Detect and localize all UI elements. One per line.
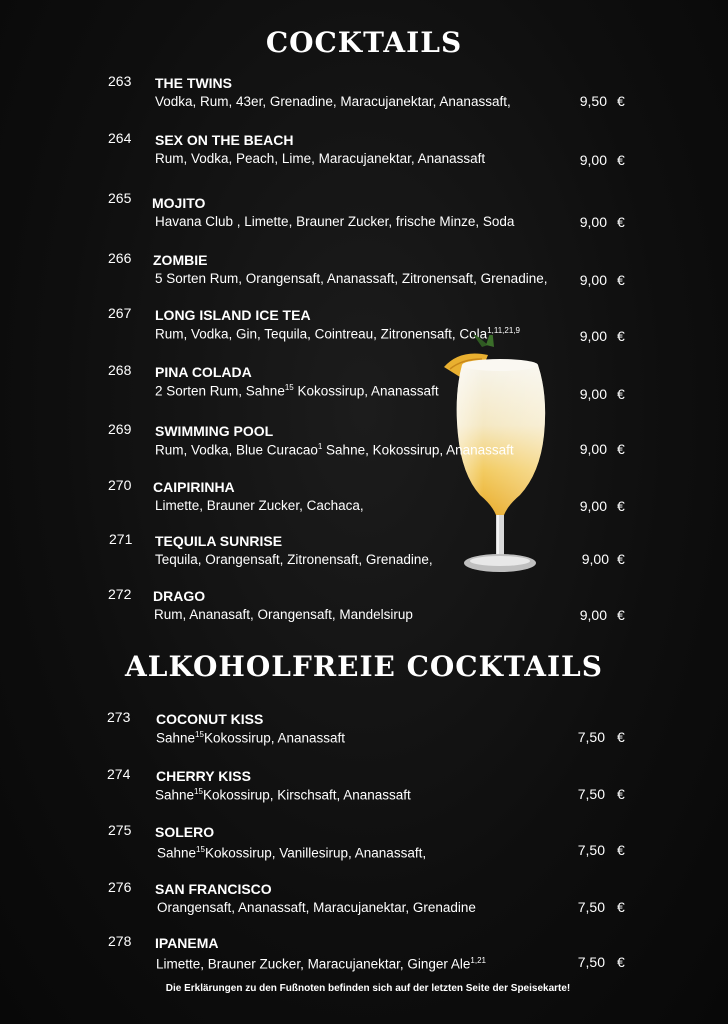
description-text: Kokossirup, Vanillesirup, Ananassaft, (204, 845, 427, 861)
item-currency: € (617, 498, 625, 514)
description-text: Kokossirup, Kirschsaft, Ananassaft (202, 787, 411, 803)
item-name: CAIPIRINHA (153, 479, 235, 495)
footnote-marker: 1 (317, 442, 323, 451)
item-currency: € (617, 842, 625, 858)
item-price: 9,00 (579, 328, 607, 344)
item-description (155, 787, 411, 803)
item-currency: € (617, 152, 625, 168)
footnote-marker: 1,21 (470, 956, 486, 965)
description-text: Rum, Vodka, Gin, Tequila, Cointreau, Zitronensaft, Cola (155, 326, 488, 342)
item-description: Limette, Brauner Zucker, Cachaca, (155, 498, 364, 513)
item-price: 9,00 (579, 441, 607, 457)
item-currency: € (617, 386, 625, 402)
item-name: IPANEMA (155, 935, 219, 951)
menu-item-278 (0, 933, 728, 981)
item-currency: € (617, 551, 625, 567)
item-currency: € (617, 607, 625, 623)
footnote-marker: 15 (195, 730, 204, 739)
footnote-marker: 15 (284, 383, 294, 392)
item-name: MOJITO (152, 195, 206, 211)
item-name: SEX ON THE BEACH (155, 132, 294, 148)
item-currency: € (617, 93, 625, 109)
item-price: 9,00 (579, 498, 607, 514)
item-name: CHERRY KISS (156, 768, 251, 784)
menu-item-276 (0, 879, 728, 927)
item-description (155, 383, 439, 399)
item-number: 264 (108, 130, 132, 146)
description-text: Sahne (155, 787, 195, 803)
item-number: 265 (108, 190, 132, 206)
menu-item-273 (0, 709, 728, 757)
menu-item-271 (0, 531, 728, 579)
description-text: Rum, Vodka, Blue Curacao (155, 442, 318, 458)
item-price: 7,50 (577, 729, 605, 745)
item-description (156, 956, 486, 972)
menu-item-275 (0, 822, 728, 870)
item-price: 9,00 (579, 214, 607, 230)
footnote-marker: 1,11,21,9 (487, 326, 520, 335)
item-name: TEQUILA SUNRISE (155, 533, 283, 549)
item-description: Orangensaft, Ananassaft, Maracujanektar, Grenadine (157, 900, 476, 915)
item-name: SOLERO (155, 824, 215, 840)
item-currency: € (617, 786, 625, 802)
item-currency: € (617, 954, 625, 970)
footnote-marker: 15 (196, 845, 205, 854)
item-number: 272 (108, 586, 132, 602)
item-name: ZOMBIE (153, 252, 208, 268)
menu-item-268 (0, 362, 728, 410)
alcohol-free-heading: ALKOHOLFREIE COCKTAILS (125, 650, 603, 683)
item-description: Vodka, Rum, 43er, Grenadine, Maracujanektar, Ananassaft, (155, 94, 511, 109)
description-text: Sahne, Kokossirup, Ananassaft (322, 442, 514, 458)
item-description: Havana Club , Limette, Brauner Zucker, frische Minze, Soda (155, 214, 515, 229)
item-number: 276 (108, 879, 132, 895)
item-number: 268 (108, 362, 132, 378)
item-currency: € (617, 729, 625, 745)
item-price: 9,00 (579, 386, 607, 402)
menu-item-267 (0, 305, 728, 353)
menu-item-266 (0, 250, 728, 298)
item-name: SWIMMING POOL (155, 423, 274, 439)
item-price: 9,00 (579, 272, 607, 288)
item-description: 5 Sorten Rum, Orangensaft, Ananassaft, Zitronensaft, Grenadine, (155, 271, 548, 286)
item-price: 7,50 (577, 899, 605, 915)
item-name: THE TWINS (155, 75, 232, 91)
item-currency: € (617, 328, 625, 344)
footnote-marker: 15 (194, 787, 203, 796)
menu-item-263 (0, 73, 728, 121)
item-currency: € (617, 441, 625, 457)
item-number: 274 (107, 766, 131, 782)
menu-item-269 (0, 421, 728, 469)
item-name: LONG ISLAND ICE TEA (155, 307, 311, 323)
footnote-text: Die Erklärungen zu den Fußnoten befinden sich auf der letzten Seite der Speisekarte! (165, 983, 571, 994)
description-text: Kokossirup, Ananassaft (203, 730, 346, 746)
item-number: 270 (108, 477, 132, 493)
item-currency: € (617, 899, 625, 915)
item-price: 7,50 (577, 954, 605, 970)
item-name: SAN FRANCISCO (155, 881, 272, 897)
menu-item-270 (0, 477, 728, 525)
description-text: Sahne (157, 845, 197, 861)
description-text: Sahne (156, 730, 196, 746)
description-text: Limette, Brauner Zucker, Maracujanektar, Ginger Ale (156, 956, 471, 972)
menu-item-274 (0, 766, 728, 814)
item-number: 278 (108, 933, 132, 949)
description-text: Kokossirup, Ananassaft (293, 383, 439, 399)
item-name: PINA COLADA (155, 364, 252, 380)
item-description (155, 442, 514, 458)
item-number: 263 (108, 73, 132, 89)
menu-item-265 (0, 190, 728, 238)
item-description (157, 845, 426, 861)
item-price: 9,00 (579, 607, 607, 623)
item-name: COCONUT KISS (156, 711, 264, 727)
item-number: 273 (107, 709, 131, 725)
item-name: DRAGO (153, 588, 206, 604)
item-price: 7,50 (577, 842, 605, 858)
cocktails-heading: COCKTAILS (265, 26, 463, 59)
description-text: 2 Sorten Rum, Sahne (155, 383, 285, 399)
item-price: 9,00 (579, 152, 607, 168)
item-price: 9,50 (579, 93, 607, 109)
item-description (156, 730, 345, 746)
item-description: Tequila, Orangensaft, Zitronensaft, Grenadine, (155, 552, 433, 567)
menu-item-272 (0, 586, 728, 634)
item-description: Rum, Ananasaft, Orangensaft, Mandelsirup (154, 607, 413, 622)
item-price: 7,50 (577, 786, 605, 802)
item-currency: € (617, 214, 625, 230)
item-price: 9,00 (581, 551, 609, 567)
item-number: 267 (108, 305, 132, 321)
item-currency: € (617, 272, 625, 288)
item-number: 266 (108, 250, 132, 266)
item-description: Rum, Vodka, Peach, Lime, Maracujanektar, Ananassaft (155, 151, 486, 166)
menu-item-264 (0, 130, 728, 178)
item-number: 275 (108, 822, 132, 838)
item-number: 269 (108, 421, 132, 437)
item-number: 271 (109, 531, 133, 547)
